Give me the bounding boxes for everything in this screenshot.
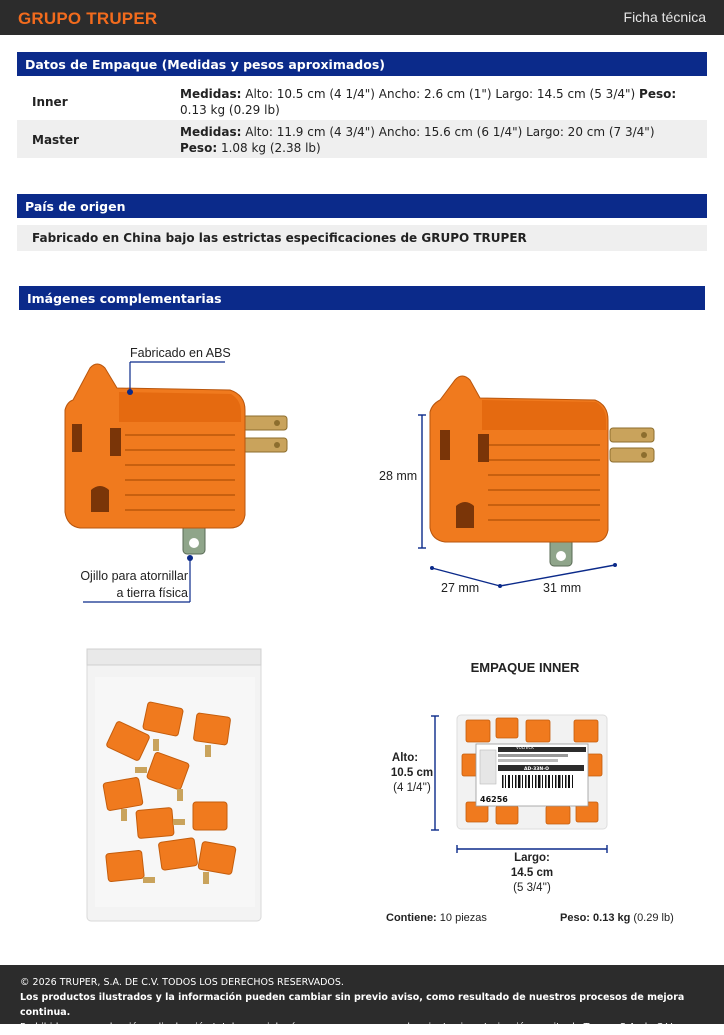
inner-largo-in: (5 3/4''): [513, 882, 551, 894]
packaging-row-master: [17, 120, 707, 158]
inner-alto-cm: 10.5 cm: [390, 767, 434, 779]
adapter-dimensions-image: [410, 370, 680, 600]
inner-largo-label: Largo:: [514, 852, 550, 864]
packaging-row-text: Medidas: Alto: 10.5 cm (4 1/4") Ancho: 2.6 cm (1") Largo: 14.5 cm (5 3/4") Peso: 0.13 kg (0.29 lb): [180, 87, 677, 117]
packaging-row-inner: [17, 80, 707, 120]
dimension-height-label: 28 mm: [379, 469, 418, 483]
packaging-row-label: Inner: [32, 95, 68, 109]
dimension-width-label: 27 mm: [441, 581, 480, 595]
packaging-row-text: Medidas: Alto: 11.9 cm (4 3/4") Ancho: 15.6 cm (6 1/4") Largo: 20 cm (7 3/4") Peso: 1.08 kg (2.38 lb): [180, 125, 655, 155]
footer: [0, 965, 724, 1033]
inner-package-title: EMPAQUE INNER: [470, 660, 580, 675]
inner-card-number: 46256: [480, 795, 508, 804]
doc-type-label: Ficha técnica: [623, 9, 706, 25]
inner-alto-in: (4 1/4''): [393, 782, 431, 794]
origin-text: Fabricado en China bajo las estrictas especificaciones de GRUPO TRUPER: [17, 225, 707, 251]
bag-of-adapters-image: [85, 647, 265, 925]
inner-largo-cm: 14.5 cm: [510, 867, 554, 879]
packaging-row-label: Master: [32, 133, 79, 147]
dimension-length-label: 31 mm: [543, 581, 582, 595]
truper-logo: GRUPO TRUPER: [18, 9, 158, 28]
inner-contents: Contiene: 10 piezas: [386, 912, 487, 924]
images-section-title: Imágenes complementarias: [19, 286, 705, 310]
annotation-material: Fabricado en ABS: [130, 346, 231, 360]
inner-dimension-lines: [428, 712, 613, 862]
top-bar: [0, 0, 724, 35]
inner-card-code: AD-33N-O: [524, 767, 549, 772]
inner-card-brand: VOLTECK: [516, 745, 534, 750]
footer-notice: Los productos ilustrados y la información pueden cambiar sin previo aviso, como resultado de nuestros procesos de mejora continua.: [20, 992, 685, 1018]
footer-copyright: © 2026 TRUPER, S.A. DE C.V. TODOS LOS DERECHOS RESERVADOS.: [20, 977, 344, 988]
inner-weight: Peso: 0.13 kg (0.29 lb): [560, 912, 674, 924]
inner-alto-label: Alto:: [391, 752, 419, 764]
footer-legal: Prohibida su reproducción o divulgación total o parcial así como su uso o aprovechamiento sin autorización escrita de Truper, S.A. de C.V.: [20, 1022, 675, 1033]
origin-section-title: País de origen: [17, 194, 707, 218]
annotation-eyelet-line2: a tierra física: [116, 586, 188, 600]
annotation-eyelet-line1: Ojillo para atornillar: [80, 569, 188, 583]
packaging-section-title: Datos de Empaque (Medidas y pesos aproximados): [17, 52, 707, 76]
